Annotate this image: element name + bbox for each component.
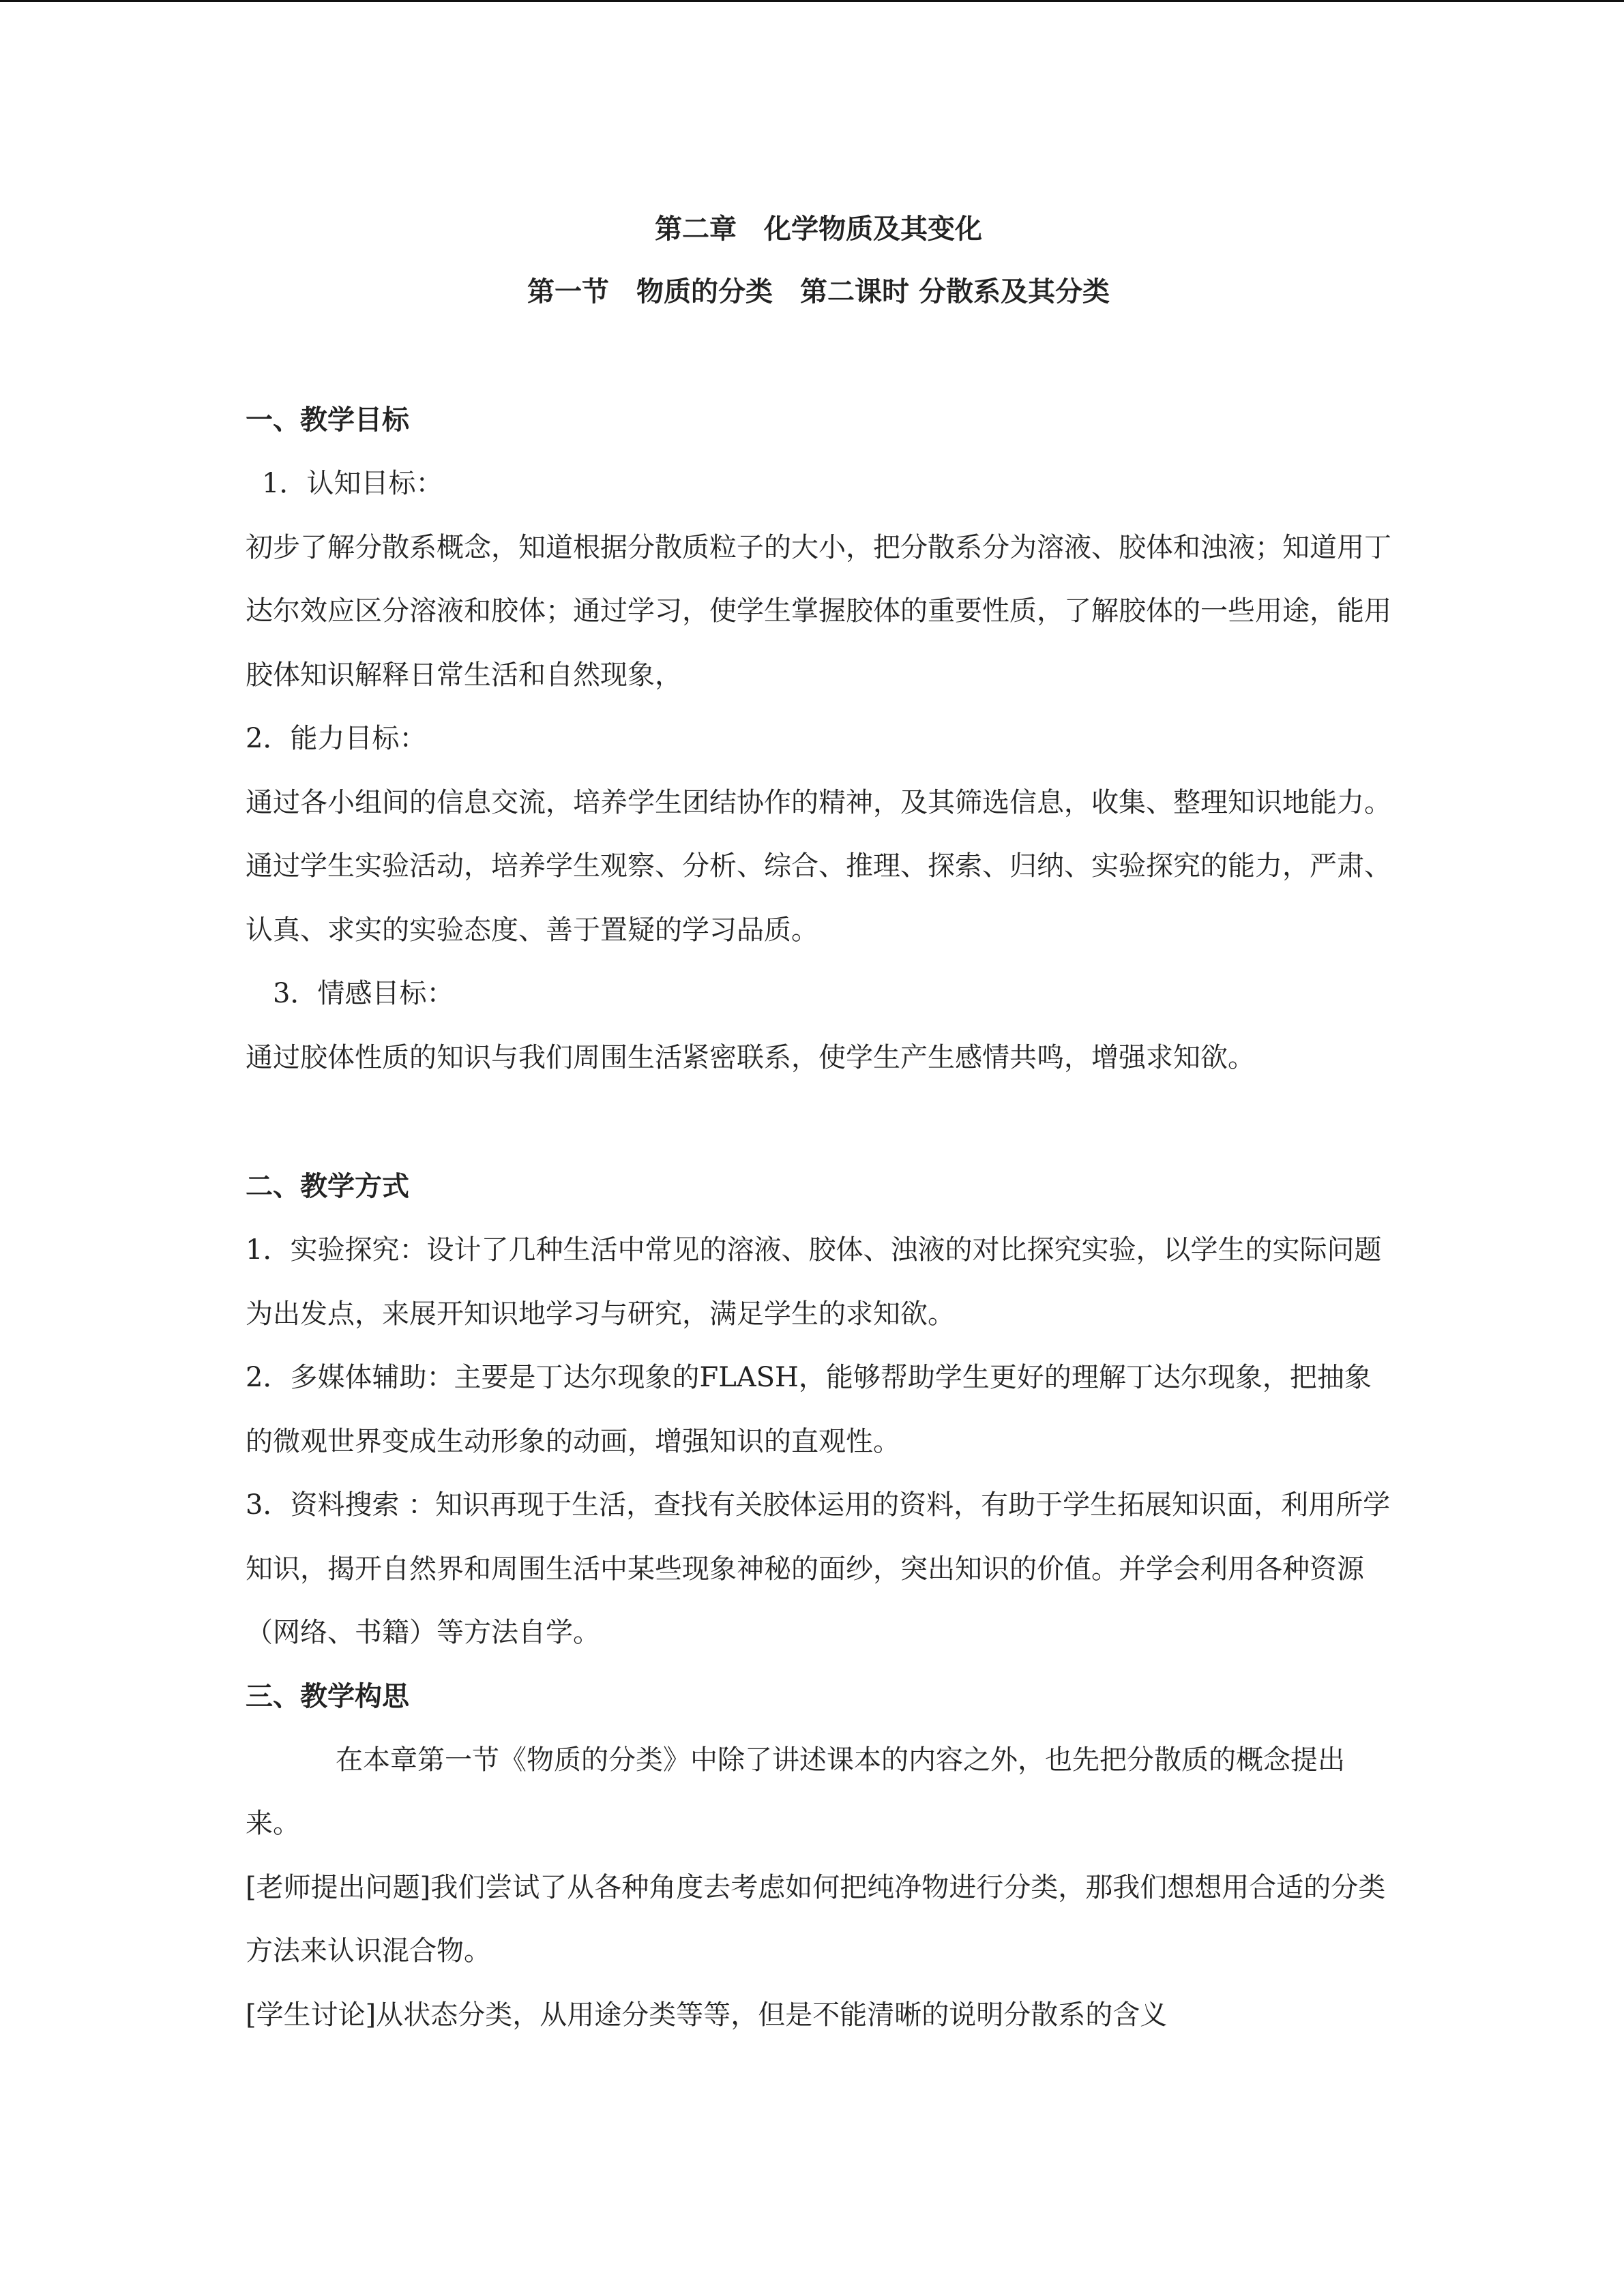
paragraph: 1．实验探究：设计了几种生活中常见的溶液、胶体、浊液的对比探究实验，以学生的实际问题为出发点，来展开知识地学习与研究，满足学生的求知欲。 [246,1234,1382,1330]
paragraph: 通过各小组间的信息交流，培养学生团结协作的精神，及其筛选信息，收集、整理知识地能力。 [246,786,1391,818]
paragraph: 2．多媒体辅助：主要是丁达尔现象的FLASH，能够帮助学生更好的理解丁达尔现象，把抽象的微观世界变成生动形象的动画，增强知识的直观性。 [246,1362,1372,1457]
paragraph: 3．资料搜索 ：知识再现于生活，查找有关胶体运用的资料，有助于学生拓展知识面，利用所学知识，揭开自然界和周围生活中某些现象神秘的面纱，突出知识的价值。并学会利用各种资源（网络、书籍）等方法自学。 [246,1489,1391,1648]
section-title: 第一节 物质的分类 第二课时 分散系及其分类 [527,276,1110,308]
paragraph: 初步了解分散系概念，知道根据分散质粒子的大小，把分散系分为溶液、胶体和浊液；知道用丁达尔效应区分溶液和胶体；通过学习，使学生掌握胶体的重要性质，了解胶体的一些用途，能用胶体知识解释日常生活和自然现象， [246,531,1391,691]
paragraph: 通过胶体性质的知识与我们周围生活紧密联系，使学生产生感情共鸣，增强求知欲。 [246,1041,1255,1073]
section-heading: 一、教学目标 [246,404,409,436]
subheading-cognitive-goal: 1．认知目标： [262,468,443,499]
paragraph: [老师提出问题]我们尝试了从各种角度去考虑如何把纯净物进行分类，那我们想想用合适的分类方法来认识混合物。 [246,1871,1386,1967]
section-heading: 三、教学构思 [246,1680,409,1712]
chapter-title: 第二章 化学物质及其变化 [655,213,982,245]
section-teaching-methods [246,1155,1391,1665]
page-top-border [0,0,1624,2]
paragraph: 在本章第一节《物质的分类》中除了讲述课本的内容之外，也先把分散质的概念提出来。 [246,1744,1345,1839]
section-heading: 二、教学方式 [246,1171,409,1202]
spacer [246,323,1391,389]
section-teaching-goals [246,389,1391,1090]
paragraph: [学生讨论]从状态分类，从用途分类等等，但是不能清晰的说明分散系的含义 [246,1999,1168,2031]
paragraph: 通过学生实验活动，培养学生观察、分析、综合、推理、探索、归纳、实验探究的能力，严肃、认真、求实的实验态度、善于置疑的学习品质。 [246,850,1391,946]
spacer [246,1090,1391,1155]
subheading-ability-goal: 2．能力目标： [246,723,427,754]
document-page [246,198,1391,2047]
section-teaching-design [246,1665,1391,2048]
subheading-emotion-goal: 3．情感目标： [273,978,454,1009]
